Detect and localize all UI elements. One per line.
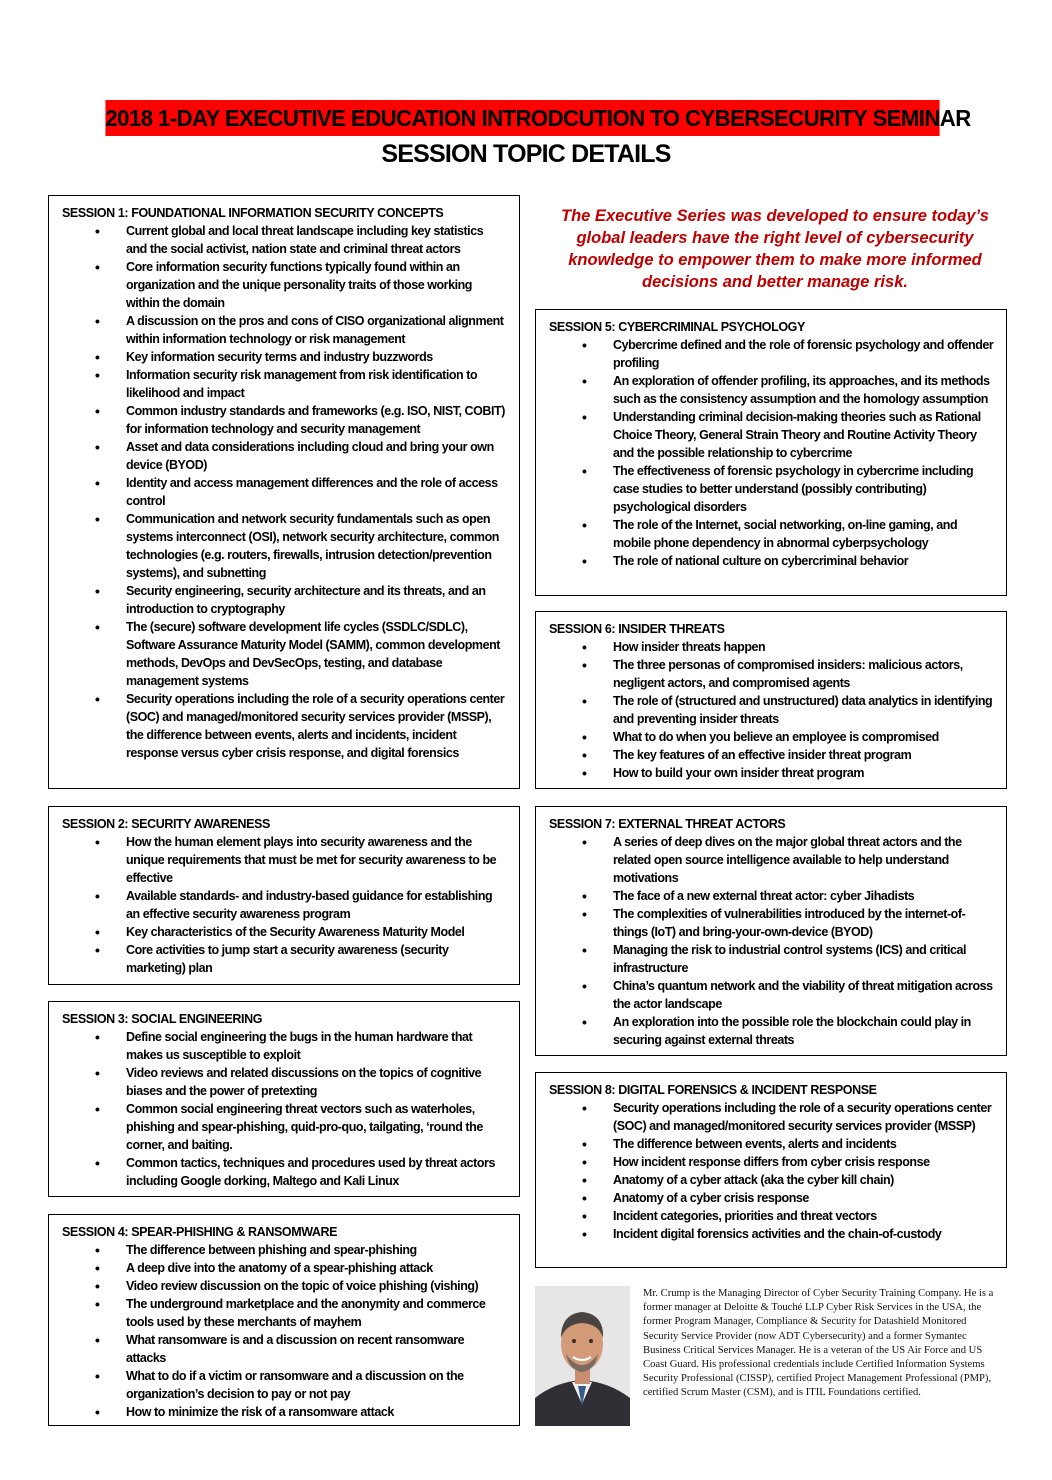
session-topic-item: • How to build your own insider threat program [549,764,994,782]
session-title: SESSION 7: EXTERNAL THREAT ACTORS [549,817,786,831]
session-topic-item: • Common social engineering threat vectors such as waterholes, phishing and spear-phishing, quid-pro-quo, tailgating, ‘round the corner, and baiting. [62,1100,507,1154]
session-topic-item: • Anatomy of a cyber crisis response [549,1189,994,1207]
session-topic-item: • Key characteristics of the Security Awareness Maturity Model [62,923,507,941]
session-topic-item: • The three personas of compromised insiders: malicious actors, negligent actors, and compromised agents [549,656,994,692]
session-topic-item: • The difference between events, alerts and incidents [549,1135,994,1153]
session-topic-item: • Common tactics, techniques and procedures used by threat actors including Google dorking, Maltego and Kali Linux [62,1154,507,1190]
session-7-box [535,806,1007,1056]
session-topic-item: • Key information security terms and industry buzzwords [62,348,507,366]
session-topic-item: • What to do when you believe an employee is compromised [549,728,994,746]
session-topic-item: • An exploration into the possible role the blockchain could play in securing against external threats [549,1013,994,1049]
session-topic-item: • China’s quantum network and the viability of threat mitigation across the actor landscape [549,977,994,1013]
session-topic-item: • Video review discussion on the topic of voice phishing (vishing) [62,1277,507,1295]
session-topic-item: • Security operations including the role of a security operations center (SOC) and managed/monitored security services provider (MSSP), the difference between events, alerts and incidents, incident response versus cyber crisis response, and digital forensics [62,690,507,762]
session-topic-item: • The difference between phishing and spear-phishing [62,1241,507,1259]
session-topic-item: • Available standards- and industry-based guidance for establishing an effective security awareness program [62,887,507,923]
session-topic-item: • What to do if a victim or ransomware and a discussion on the organization’s decision to pay or not pay [62,1367,507,1403]
session-topic-item: • Security operations including the role of a security operations center (SOC) and managed/monitored security services provider (MSSP) [549,1099,994,1135]
session-topic-item: • The face of a new external threat actor: cyber Jihadists [549,887,994,905]
presenter-photo [535,1286,630,1426]
session-topic-list [549,833,994,1049]
session-4-box [48,1214,520,1426]
page-subtitle: SESSION TOPIC DETAILS [381,140,671,168]
presenter-portrait-icon [535,1286,630,1426]
session-topic-item: • The role of national culture on cybercriminal behavior [549,552,994,570]
session-title: SESSION 5: CYBERCRIMINAL PSYCHOLOGY [549,320,805,334]
session-topic-list [549,638,994,782]
session-topic-item: • Communication and network security fundamentals such as open systems interconnect (OSI), network security architecture, common technologies (e.g. routers, firewalls, intrusion detection/prevention systems), and subnetting [62,510,507,582]
session-topic-item: • Core activities to jump start a security awareness (security marketing) plan [62,941,507,977]
session-topic-item: • A series of deep dives on the major global threat actors and the related open source intelligence available to help understand motivations [549,833,994,887]
session-topic-list [62,1028,507,1190]
session-topic-item: • Cybercrime defined and the role of forensic psychology and offender profiling [549,336,994,372]
session-title: SESSION 6: INSIDER THREATS [549,622,725,636]
session-topic-item: • Core information security functions typically found within an organization and the unique personality traits of those working within the domain [62,258,507,312]
session-1-box [48,195,520,789]
session-5-box [535,309,1007,596]
session-topic-item: • Common industry standards and frameworks (e.g. ISO, NIST, COBIT) for information technology and security management [62,402,507,438]
executive-series-tagline: The Executive Series was developed to ensure today’s global leaders have the right level of cybersecurity knowledge to empower them to make more informed decisions and better manage risk. [561,207,989,291]
session-3-box [48,1001,520,1197]
session-topic-item: • Understanding criminal decision-making theories such as Rational Choice Theory, General Strain Theory and Routine Activity Theory and the possible relationship to cybercrime [549,408,994,462]
session-topic-list [62,833,507,977]
session-title: SESSION 4: SPEAR-PHISHING & RANSOMWARE [62,1225,338,1239]
session-topic-item: • Anatomy of a cyber attack (aka the cyber kill chain) [549,1171,994,1189]
session-topic-item: • The key features of an effective insider threat program [549,746,994,764]
session-topic-item: • The (secure) software development life cycles (SSDLC/SDLC), Software Assurance Maturity Model (SAMM), common development methods, DevOps and DevSecOps, testing, and database management systems [62,618,507,690]
session-topic-item: • Identity and access management differences and the role of access control [62,474,507,510]
session-topic-list [62,1241,507,1421]
session-topic-item: • A deep dive into the anatomy of a spear-phishing attack [62,1259,507,1277]
session-8-box [535,1072,1007,1268]
session-topic-item: • Incident categories, priorities and threat vectors [549,1207,994,1225]
session-topic-item: • How incident response differs from cyber crisis response [549,1153,994,1171]
session-2-box [48,806,520,985]
seminar-title: 2018 1-DAY EXECUTIVE EDUCATION INTRODCUTION TO CYBERSECURITY SEMINAR [105,100,939,136]
session-topic-item: • Incident digital forensics activities and the chain-of-custody [549,1225,994,1243]
session-topic-item: • Asset and data considerations including cloud and bring your own device (BYOD) [62,438,507,474]
session-topic-item: • Video reviews and related discussions on the topics of cognitive biases and the power of pretexting [62,1064,507,1100]
session-topic-list [549,1099,994,1243]
session-6-box [535,611,1007,789]
session-title: SESSION 2: SECURITY AWARENESS [62,817,270,831]
session-title: SESSION 8: DIGITAL FORENSICS & INCIDENT RESPONSE [549,1083,877,1097]
session-topic-item: • Information security risk management from risk identification to likelihood and impact [62,366,507,402]
session-topic-item: • The underground marketplace and the anonymity and commerce tools used by these merchants of mayhem [62,1295,507,1331]
session-topic-list [549,336,994,570]
session-topic-item: • Managing the risk to industrial control systems (ICS) and critical infrastructure [549,941,994,977]
session-topic-item: • How insider threats happen [549,638,994,656]
session-topic-item: • The role of (structured and unstructured) data analytics in identifying and preventing insider threats [549,692,994,728]
session-topic-item: • Security engineering, security architecture and its threats, and an introduction to cryptography [62,582,507,618]
session-topic-list [62,222,507,762]
session-topic-item: • What ransomware is and a discussion on recent ransomware attacks [62,1331,507,1367]
session-topic-item: • An exploration of offender profiling, its approaches, and its methods such as the consistency assumption and the homology assumption [549,372,994,408]
session-topic-item: • How the human element plays into security awareness and the unique requirements that must be met for security awareness to be effective [62,833,507,887]
session-topic-item: • The role of the Internet, social networking, on-line gaming, and mobile phone dependency in abnormal cyberpsychology [549,516,994,552]
session-topic-item: • Current global and local threat landscape including key statistics and the social activist, nation state and criminal threat actors [62,222,507,258]
presenter-bio: Mr. Crump is the Managing Director of Cyber Security Training Company. He is a former manager at Deloitte & Touché LLP Cyber Risk Services in the USA, the former Program Manager, Compliance & Security for Datashield Monitored Security Service Provider (now ADT Cybersecurity) and a former Symantec Business Critical Services Manager. He is a veteran of the US Air Force and US Coast Guard. His professional credentials include Certified Information Systems Security Professional (CISSP), certified Project Management Professional (PMP), certified Scrum Master (CSM), and is ITIL Foundations certified. [643,1288,994,1399]
session-topic-item: • Define social engineering the bugs in the human hardware that makes us susceptible to exploit [62,1028,507,1064]
session-topic-item: • The effectiveness of forensic psychology in cybercrime including case studies to better understand (possibly contributing) psychological disorders [549,462,994,516]
session-topic-item: • How to minimize the risk of a ransomware attack [62,1403,507,1421]
session-title: SESSION 3: SOCIAL ENGINEERING [62,1012,263,1026]
session-title: SESSION 1: FOUNDATIONAL INFORMATION SECURITY CONCEPTS [62,206,444,220]
session-topic-item: • A discussion on the pros and cons of CISO organizational alignment within information technology or risk management [62,312,507,348]
session-topic-item: • The complexities of vulnerabilities introduced by the internet-of-things (IoT) and bring-your-own-device (BYOD) [549,905,994,941]
